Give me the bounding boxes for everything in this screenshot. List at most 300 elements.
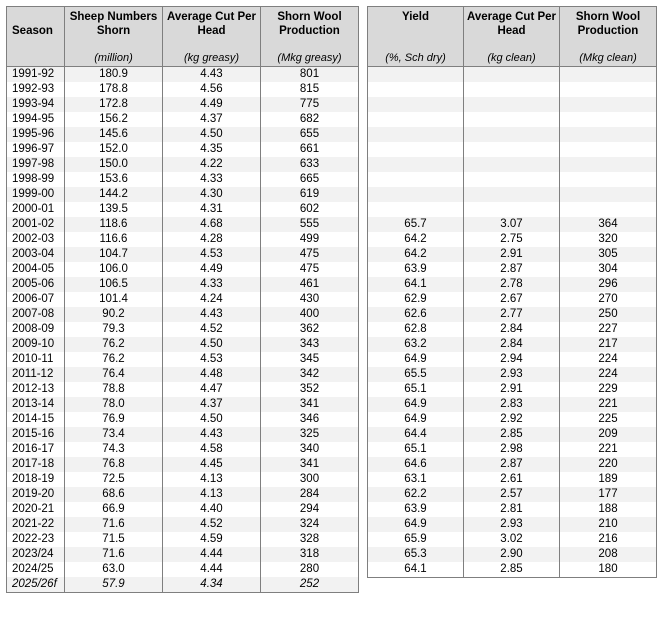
cell-shorn-wool: 352 <box>261 382 359 397</box>
header-season: Season <box>7 7 65 52</box>
table-row <box>368 472 657 487</box>
cell-season: 2016-17 <box>7 442 65 457</box>
cell-average-cut-clean: 2.67 <box>464 292 560 307</box>
cell-sheep-numbers: 144.2 <box>65 187 163 202</box>
cell-average-cut-clean <box>464 172 560 187</box>
cell-shorn-wool-clean <box>560 142 657 157</box>
units-row <box>7 51 359 67</box>
cell-yield: 64.9 <box>368 412 464 427</box>
cell-season: 2018-19 <box>7 472 65 487</box>
cell-season: 2006-07 <box>7 292 65 307</box>
cell-average-cut: 4.35 <box>163 142 261 157</box>
table-row <box>7 532 359 547</box>
header-shorn-wool-clean: Shorn Wool Production <box>560 7 657 52</box>
cell-season: 2002-03 <box>7 232 65 247</box>
cell-season: 2020-21 <box>7 502 65 517</box>
cell-average-cut-clean: 2.93 <box>464 517 560 532</box>
cell-season: 1991-92 <box>7 67 65 83</box>
unit-average-cut: (kg greasy) <box>163 51 261 67</box>
table-row <box>7 202 359 217</box>
cell-sheep-numbers: 76.9 <box>65 412 163 427</box>
wool-production-greasy-table <box>6 6 359 593</box>
table-row <box>368 457 657 472</box>
cell-shorn-wool: 475 <box>261 262 359 277</box>
cell-sheep-numbers: 68.6 <box>65 487 163 502</box>
cell-shorn-wool: 341 <box>261 397 359 412</box>
table-row <box>368 82 657 97</box>
header-row <box>368 7 657 52</box>
cell-sheep-numbers: 76.8 <box>65 457 163 472</box>
cell-sheep-numbers: 72.5 <box>65 472 163 487</box>
table-row <box>7 172 359 187</box>
cell-average-cut: 4.49 <box>163 97 261 112</box>
cell-average-cut: 4.30 <box>163 187 261 202</box>
cell-shorn-wool: 682 <box>261 112 359 127</box>
cell-sheep-numbers: 71.6 <box>65 517 163 532</box>
cell-season: 2007-08 <box>7 307 65 322</box>
cell-average-cut: 4.59 <box>163 532 261 547</box>
cell-sheep-numbers: 74.3 <box>65 442 163 457</box>
cell-average-cut: 4.50 <box>163 337 261 352</box>
cell-sheep-numbers: 57.9 <box>65 577 163 593</box>
cell-shorn-wool: 602 <box>261 202 359 217</box>
cell-average-cut: 4.47 <box>163 382 261 397</box>
cell-shorn-wool: 430 <box>261 292 359 307</box>
cell-average-cut: 4.44 <box>163 562 261 577</box>
cell-yield: 64.9 <box>368 352 464 367</box>
table-row <box>368 382 657 397</box>
cell-season: 2015-16 <box>7 427 65 442</box>
unit-shorn-wool-clean: (Mkg clean) <box>560 51 657 67</box>
cell-yield: 63.9 <box>368 262 464 277</box>
cell-average-cut-clean: 2.78 <box>464 277 560 292</box>
cell-yield: 64.4 <box>368 427 464 442</box>
cell-season: 2023/24 <box>7 547 65 562</box>
cell-yield: 64.9 <box>368 517 464 532</box>
cell-shorn-wool-clean <box>560 157 657 172</box>
table-row <box>7 262 359 277</box>
cell-sheep-numbers: 78.8 <box>65 382 163 397</box>
cell-yield: 65.1 <box>368 382 464 397</box>
cell-shorn-wool-clean: 221 <box>560 442 657 457</box>
table-row <box>7 487 359 502</box>
cell-average-cut: 4.52 <box>163 517 261 532</box>
right-table-body <box>368 67 657 578</box>
table-row <box>7 517 359 532</box>
table-row <box>368 277 657 292</box>
cell-season: 2014-15 <box>7 412 65 427</box>
cell-yield: 65.9 <box>368 532 464 547</box>
table-row <box>368 202 657 217</box>
cell-shorn-wool: 461 <box>261 277 359 292</box>
cell-average-cut-clean <box>464 82 560 97</box>
table-row <box>7 127 359 142</box>
cell-shorn-wool-clean <box>560 112 657 127</box>
cell-shorn-wool-clean: 177 <box>560 487 657 502</box>
cell-average-cut: 4.58 <box>163 442 261 457</box>
unit-season <box>7 51 65 67</box>
cell-average-cut: 4.49 <box>163 262 261 277</box>
cell-shorn-wool-clean: 220 <box>560 457 657 472</box>
cell-season: 2019-20 <box>7 487 65 502</box>
unit-sheep-numbers: (million) <box>65 51 163 67</box>
cell-yield <box>368 157 464 172</box>
cell-average-cut-clean <box>464 142 560 157</box>
cell-shorn-wool: 300 <box>261 472 359 487</box>
cell-shorn-wool-clean: 224 <box>560 367 657 382</box>
cell-yield: 65.5 <box>368 367 464 382</box>
table-row <box>368 352 657 367</box>
table-row <box>7 352 359 367</box>
cell-average-cut-clean: 2.94 <box>464 352 560 367</box>
cell-average-cut-clean <box>464 187 560 202</box>
left-table-body <box>7 67 359 593</box>
table-row <box>368 517 657 532</box>
cell-season: 1992-93 <box>7 82 65 97</box>
cell-average-cut: 4.48 <box>163 367 261 382</box>
table-row <box>368 532 657 547</box>
cell-shorn-wool: 252 <box>261 577 359 593</box>
table-row <box>368 142 657 157</box>
cell-average-cut-clean: 2.61 <box>464 472 560 487</box>
cell-shorn-wool: 400 <box>261 307 359 322</box>
cell-season: 2009-10 <box>7 337 65 352</box>
cell-season: 2010-11 <box>7 352 65 367</box>
cell-average-cut: 4.53 <box>163 247 261 262</box>
table-row <box>368 487 657 502</box>
table-row <box>368 217 657 232</box>
cell-sheep-numbers: 76.2 <box>65 337 163 352</box>
cell-yield <box>368 67 464 83</box>
table-row <box>7 112 359 127</box>
cell-shorn-wool-clean: 225 <box>560 412 657 427</box>
cell-average-cut: 4.33 <box>163 172 261 187</box>
cell-season: 2025/26f <box>7 577 65 593</box>
cell-yield: 62.6 <box>368 307 464 322</box>
cell-yield: 62.2 <box>368 487 464 502</box>
cell-yield: 64.1 <box>368 277 464 292</box>
cell-yield <box>368 127 464 142</box>
cell-average-cut: 4.13 <box>163 472 261 487</box>
cell-yield: 62.8 <box>368 322 464 337</box>
unit-yield: (%, Sch dry) <box>368 51 464 67</box>
cell-average-cut-clean: 2.92 <box>464 412 560 427</box>
cell-average-cut-clean <box>464 157 560 172</box>
cell-sheep-numbers: 153.6 <box>65 172 163 187</box>
cell-sheep-numbers: 90.2 <box>65 307 163 322</box>
table-row <box>368 262 657 277</box>
cell-season: 2005-06 <box>7 277 65 292</box>
cell-average-cut-clean: 2.87 <box>464 457 560 472</box>
cell-shorn-wool: 475 <box>261 247 359 262</box>
cell-average-cut-clean: 2.91 <box>464 382 560 397</box>
cell-average-cut-clean: 2.85 <box>464 427 560 442</box>
table-row <box>368 247 657 262</box>
cell-yield <box>368 202 464 217</box>
cell-sheep-numbers: 150.0 <box>65 157 163 172</box>
cell-season: 2003-04 <box>7 247 65 262</box>
cell-season: 2001-02 <box>7 217 65 232</box>
cell-shorn-wool-clean: 227 <box>560 322 657 337</box>
cell-sheep-numbers: 79.3 <box>65 322 163 337</box>
table-row <box>368 67 657 83</box>
cell-shorn-wool-clean <box>560 97 657 112</box>
cell-shorn-wool: 345 <box>261 352 359 367</box>
cell-sheep-numbers: 178.8 <box>65 82 163 97</box>
table-row <box>7 442 359 457</box>
table-row <box>7 292 359 307</box>
unit-shorn-wool: (Mkg greasy) <box>261 51 359 67</box>
table-row <box>368 127 657 142</box>
cell-shorn-wool: 619 <box>261 187 359 202</box>
cell-average-cut-clean: 2.81 <box>464 502 560 517</box>
header-average-cut-clean: Average Cut Per Head <box>464 7 560 52</box>
cell-average-cut: 4.68 <box>163 217 261 232</box>
cell-average-cut: 4.24 <box>163 292 261 307</box>
cell-yield: 64.2 <box>368 232 464 247</box>
unit-average-cut-clean: (kg clean) <box>464 51 560 67</box>
header-sheep-numbers: Sheep Numbers Shorn <box>65 7 163 52</box>
cell-average-cut: 4.52 <box>163 322 261 337</box>
cell-average-cut: 4.33 <box>163 277 261 292</box>
table-row <box>368 547 657 562</box>
cell-sheep-numbers: 66.9 <box>65 502 163 517</box>
table-row <box>7 187 359 202</box>
cell-average-cut-clean: 3.07 <box>464 217 560 232</box>
cell-shorn-wool-clean: 208 <box>560 547 657 562</box>
cell-shorn-wool: 661 <box>261 142 359 157</box>
table-row <box>7 562 359 577</box>
table-row <box>7 142 359 157</box>
table-row <box>7 382 359 397</box>
cell-shorn-wool: 775 <box>261 97 359 112</box>
cell-season: 2024/25 <box>7 562 65 577</box>
cell-average-cut-clean: 2.84 <box>464 322 560 337</box>
cell-yield: 63.1 <box>368 472 464 487</box>
cell-sheep-numbers: 118.6 <box>65 217 163 232</box>
cell-average-cut-clean: 2.90 <box>464 547 560 562</box>
cell-average-cut: 4.50 <box>163 412 261 427</box>
header-average-cut: Average Cut Per Head <box>163 7 261 52</box>
cell-shorn-wool-clean <box>560 127 657 142</box>
cell-shorn-wool: 665 <box>261 172 359 187</box>
cell-sheep-numbers: 139.5 <box>65 202 163 217</box>
cell-average-cut-clean: 2.77 <box>464 307 560 322</box>
cell-average-cut-clean: 2.75 <box>464 232 560 247</box>
cell-shorn-wool-clean: 224 <box>560 352 657 367</box>
cell-yield: 64.6 <box>368 457 464 472</box>
table-row <box>368 367 657 382</box>
cell-average-cut-clean <box>464 97 560 112</box>
cell-season: 2013-14 <box>7 397 65 412</box>
cell-shorn-wool: 328 <box>261 532 359 547</box>
cell-yield <box>368 187 464 202</box>
cell-season: 2017-18 <box>7 457 65 472</box>
cell-average-cut-clean: 2.83 <box>464 397 560 412</box>
table-row <box>368 172 657 187</box>
table-row <box>7 82 359 97</box>
cell-shorn-wool: 499 <box>261 232 359 247</box>
cell-shorn-wool: 294 <box>261 502 359 517</box>
cell-shorn-wool-clean: 217 <box>560 337 657 352</box>
cell-shorn-wool-clean <box>560 82 657 97</box>
cell-shorn-wool-clean: 305 <box>560 247 657 262</box>
cell-shorn-wool: 362 <box>261 322 359 337</box>
cell-season: 1999-00 <box>7 187 65 202</box>
header-yield: Yield <box>368 7 464 52</box>
cell-average-cut: 4.40 <box>163 502 261 517</box>
cell-sheep-numbers: 180.9 <box>65 67 163 83</box>
table-row <box>368 442 657 457</box>
cell-shorn-wool-clean: 180 <box>560 562 657 578</box>
cell-sheep-numbers: 106.0 <box>65 262 163 277</box>
table-row <box>7 217 359 232</box>
cell-shorn-wool-clean <box>560 172 657 187</box>
cell-shorn-wool-clean: 216 <box>560 532 657 547</box>
table-row <box>7 337 359 352</box>
cell-shorn-wool-clean: 210 <box>560 517 657 532</box>
cell-shorn-wool-clean: 320 <box>560 232 657 247</box>
cell-yield: 63.2 <box>368 337 464 352</box>
cell-shorn-wool-clean: 304 <box>560 262 657 277</box>
cell-average-cut-clean: 2.93 <box>464 367 560 382</box>
table-row <box>7 397 359 412</box>
table-row <box>368 157 657 172</box>
cell-shorn-wool-clean: 221 <box>560 397 657 412</box>
cell-average-cut: 4.31 <box>163 202 261 217</box>
cell-season: 1996-97 <box>7 142 65 157</box>
cell-season: 1995-96 <box>7 127 65 142</box>
cell-shorn-wool: 340 <box>261 442 359 457</box>
cell-average-cut-clean <box>464 67 560 83</box>
cell-average-cut: 4.28 <box>163 232 261 247</box>
header-row <box>7 7 359 52</box>
cell-shorn-wool-clean: 270 <box>560 292 657 307</box>
cell-season: 2021-22 <box>7 517 65 532</box>
cell-yield <box>368 97 464 112</box>
cell-shorn-wool: 815 <box>261 82 359 97</box>
cell-average-cut: 4.37 <box>163 112 261 127</box>
cell-yield: 62.9 <box>368 292 464 307</box>
cell-average-cut: 4.34 <box>163 577 261 593</box>
cell-sheep-numbers: 156.2 <box>65 112 163 127</box>
cell-sheep-numbers: 152.0 <box>65 142 163 157</box>
cell-sheep-numbers: 116.6 <box>65 232 163 247</box>
cell-shorn-wool-clean <box>560 67 657 83</box>
table-row <box>368 337 657 352</box>
table-row <box>7 502 359 517</box>
cell-yield: 65.3 <box>368 547 464 562</box>
cell-season: 1998-99 <box>7 172 65 187</box>
cell-sheep-numbers: 78.0 <box>65 397 163 412</box>
cell-sheep-numbers: 106.5 <box>65 277 163 292</box>
table-row <box>7 277 359 292</box>
cell-yield: 64.1 <box>368 562 464 578</box>
cell-shorn-wool: 284 <box>261 487 359 502</box>
cell-season: 2008-09 <box>7 322 65 337</box>
cell-average-cut: 4.13 <box>163 487 261 502</box>
cell-sheep-numbers: 71.5 <box>65 532 163 547</box>
table-row <box>7 232 359 247</box>
cell-yield <box>368 112 464 127</box>
header-shorn-wool: Shorn Wool Production <box>261 7 359 52</box>
table-row <box>7 547 359 562</box>
cell-shorn-wool: 318 <box>261 547 359 562</box>
table-row <box>368 397 657 412</box>
cell-average-cut-clean: 2.91 <box>464 247 560 262</box>
cell-shorn-wool-clean <box>560 187 657 202</box>
cell-average-cut-clean <box>464 112 560 127</box>
table-row <box>7 577 359 593</box>
cell-shorn-wool: 655 <box>261 127 359 142</box>
cell-shorn-wool: 343 <box>261 337 359 352</box>
cell-shorn-wool: 342 <box>261 367 359 382</box>
cell-season: 1993-94 <box>7 97 65 112</box>
table-row <box>7 427 359 442</box>
cell-sheep-numbers: 63.0 <box>65 562 163 577</box>
table-row <box>368 97 657 112</box>
cell-average-cut: 4.44 <box>163 547 261 562</box>
table-row <box>7 307 359 322</box>
cell-shorn-wool: 341 <box>261 457 359 472</box>
cell-season: 1997-98 <box>7 157 65 172</box>
cell-season: 2004-05 <box>7 262 65 277</box>
cell-shorn-wool: 346 <box>261 412 359 427</box>
cell-shorn-wool-clean: 188 <box>560 502 657 517</box>
table-row <box>7 367 359 382</box>
cell-average-cut: 4.50 <box>163 127 261 142</box>
cell-yield <box>368 142 464 157</box>
units-row <box>368 51 657 67</box>
cell-average-cut: 4.37 <box>163 397 261 412</box>
cell-average-cut-clean: 2.57 <box>464 487 560 502</box>
table-row <box>7 67 359 83</box>
cell-shorn-wool-clean: 229 <box>560 382 657 397</box>
table-row <box>7 247 359 262</box>
cell-shorn-wool: 555 <box>261 217 359 232</box>
cell-average-cut: 4.53 <box>163 352 261 367</box>
cell-sheep-numbers: 145.6 <box>65 127 163 142</box>
cell-sheep-numbers: 76.4 <box>65 367 163 382</box>
table-row <box>368 322 657 337</box>
cell-shorn-wool-clean: 250 <box>560 307 657 322</box>
table-row <box>368 412 657 427</box>
cell-season: 2000-01 <box>7 202 65 217</box>
table-row <box>7 97 359 112</box>
cell-average-cut-clean: 2.87 <box>464 262 560 277</box>
cell-shorn-wool-clean: 189 <box>560 472 657 487</box>
cell-yield <box>368 172 464 187</box>
cell-average-cut: 4.43 <box>163 67 261 83</box>
cell-average-cut: 4.43 <box>163 427 261 442</box>
table-row <box>368 562 657 578</box>
cell-average-cut-clean: 3.02 <box>464 532 560 547</box>
cell-shorn-wool: 324 <box>261 517 359 532</box>
table-row <box>7 157 359 172</box>
cell-average-cut: 4.56 <box>163 82 261 97</box>
table-row <box>368 502 657 517</box>
cell-yield <box>368 82 464 97</box>
cell-sheep-numbers: 101.4 <box>65 292 163 307</box>
cell-shorn-wool: 325 <box>261 427 359 442</box>
table-row <box>368 187 657 202</box>
cell-average-cut-clean <box>464 127 560 142</box>
cell-average-cut: 4.22 <box>163 157 261 172</box>
cell-average-cut-clean: 2.98 <box>464 442 560 457</box>
table-row <box>7 412 359 427</box>
table-row <box>368 292 657 307</box>
cell-shorn-wool-clean: 364 <box>560 217 657 232</box>
